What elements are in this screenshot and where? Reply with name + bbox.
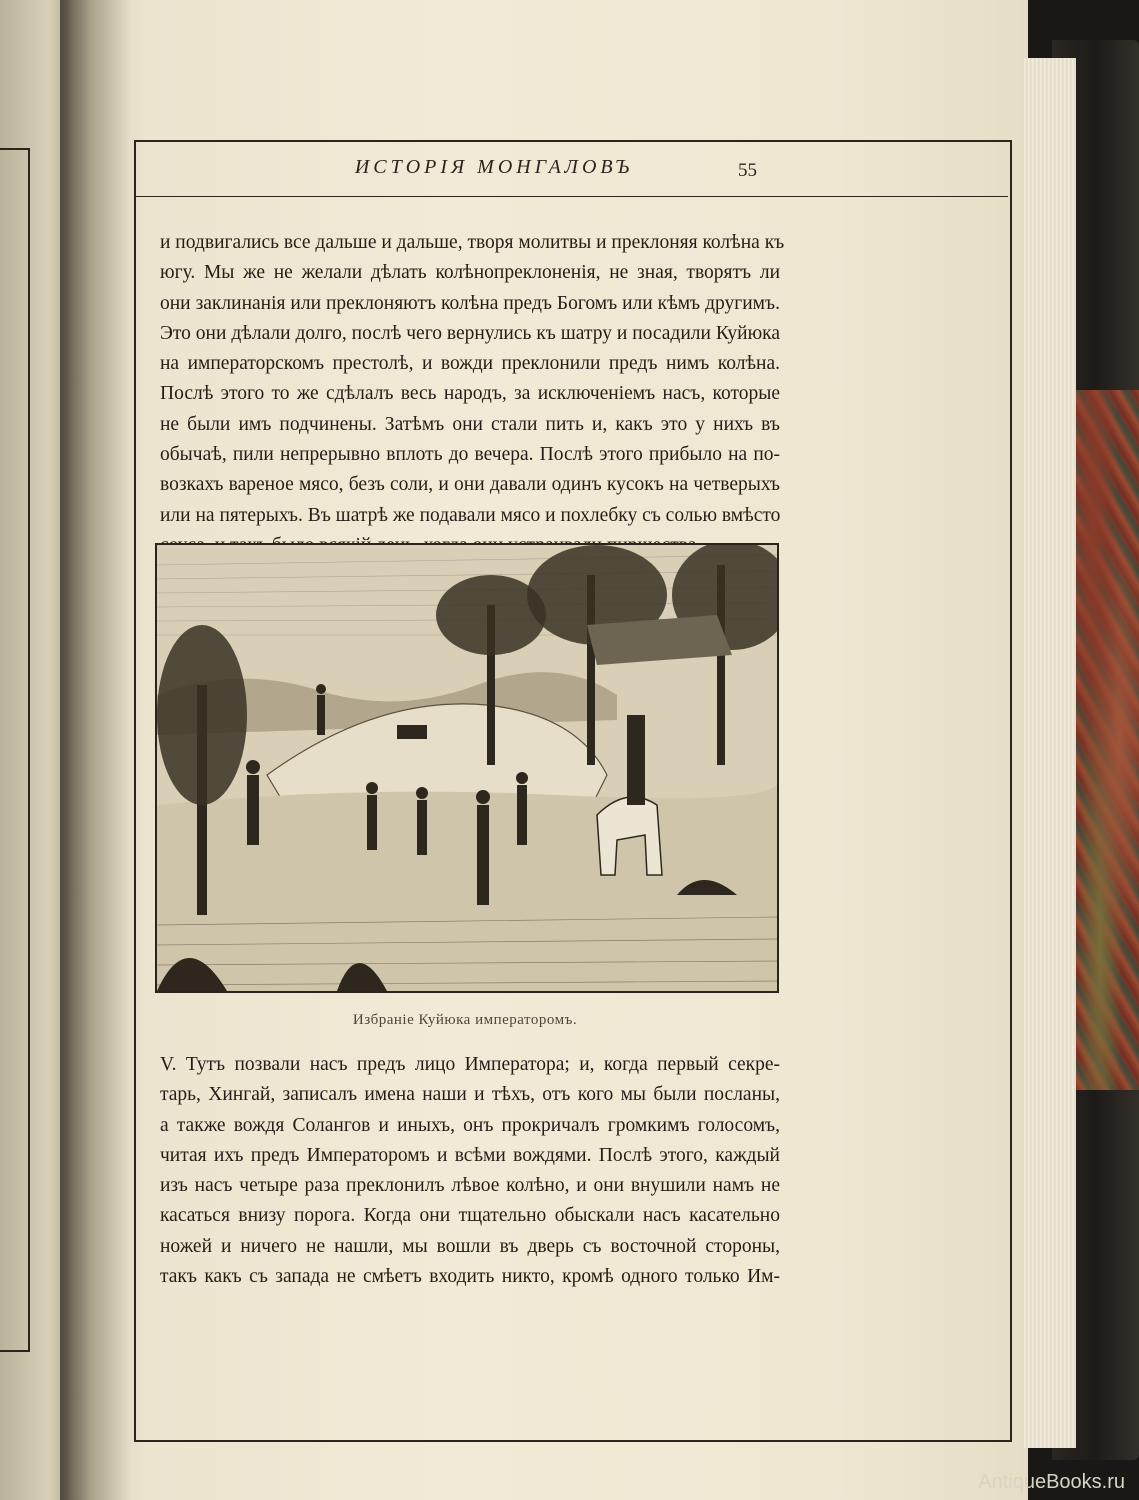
- text-line: на императорскомъ престолѣ, и вожди преклонили предъ нимъ колѣна.: [160, 353, 780, 375]
- paragraph-2: [160, 1050, 780, 1292]
- text-line: обычаѣ, пили непрерывно вплоть до вечера. Послѣ этого прибыло на по-: [160, 444, 780, 466]
- text-line: югу. Мы же не желали дѣлать колѣнопреклоненія, не зная, творятъ ли: [160, 262, 780, 284]
- text-line: или на пятерыхъ. Въ шатрѣ же подавали мясо и похлебку съ солью вмѣсто: [160, 504, 781, 526]
- text-line: V. Тутъ позвали насъ предъ лицо Императора; и, когда первый секре-: [160, 1054, 780, 1075]
- page-edges: [1024, 58, 1076, 1448]
- text-line: не были имъ подчинены. Затѣмъ они стали пить и, какъ это у нихъ въ: [160, 413, 780, 435]
- text-line: и подвигались все дальше и дальше, творя молитвы и преклоняя колѣна къ: [160, 232, 785, 253]
- text-line: возкахъ вареное мясо, безъ соли, и они давали одинъ кусокъ на четверыхъ: [160, 474, 780, 496]
- left-page-frame: [0, 148, 30, 1352]
- text-line: касаться внизу порога. Когда они тщательно обыскали насъ касательно: [160, 1205, 780, 1227]
- text-line: Послѣ этого то же сдѣлалъ весь народъ, за исключеніемъ насъ, которые: [160, 383, 780, 405]
- engraving-illustration: [155, 543, 779, 993]
- watermark: AntiqueBooks.ru: [978, 1471, 1125, 1493]
- text-line: они заклинанія или преклоняютъ колѣна предъ Богомъ или кѣмъ другимъ.: [160, 292, 780, 314]
- header-rule: [134, 196, 1008, 197]
- text-line: такъ какъ съ запада не смѣетъ входить никто, кромѣ одного только Им-: [160, 1266, 780, 1288]
- illustration-caption: Избраніе Куйюка императоромъ.: [352, 1012, 578, 1028]
- text-line: а также вождя Солангов и иныхъ, онъ прокричалъ громкимъ голосомъ,: [160, 1114, 780, 1136]
- text-line: тарь, Хингай, записалъ имена наши и тѣхъ, отъ кого мы были посланы,: [160, 1084, 780, 1106]
- marbled-cover-paper: [1074, 390, 1139, 1090]
- text-line: читая ихъ предъ Императоромъ и всѣми вождями. Послѣ этого, каждый: [160, 1144, 780, 1166]
- running-head: ИСТОРІЯ МОНГАЛОВЪ: [354, 156, 634, 178]
- text-line: изъ насъ четыре раза преклонилъ лѣвое колѣно, и они внушили намъ не: [160, 1175, 780, 1197]
- page-number: 55: [738, 160, 757, 181]
- text-line: Это они дѣлали долго, послѣ чего вернулись къ шатру и посадили Куйюка: [160, 322, 780, 344]
- paragraph-1: [160, 228, 785, 561]
- text-line: ножей и ничего не нашли, мы вошли въ дверь съ восточной стороны,: [160, 1235, 780, 1257]
- book-gutter-shadow: [60, 0, 130, 1500]
